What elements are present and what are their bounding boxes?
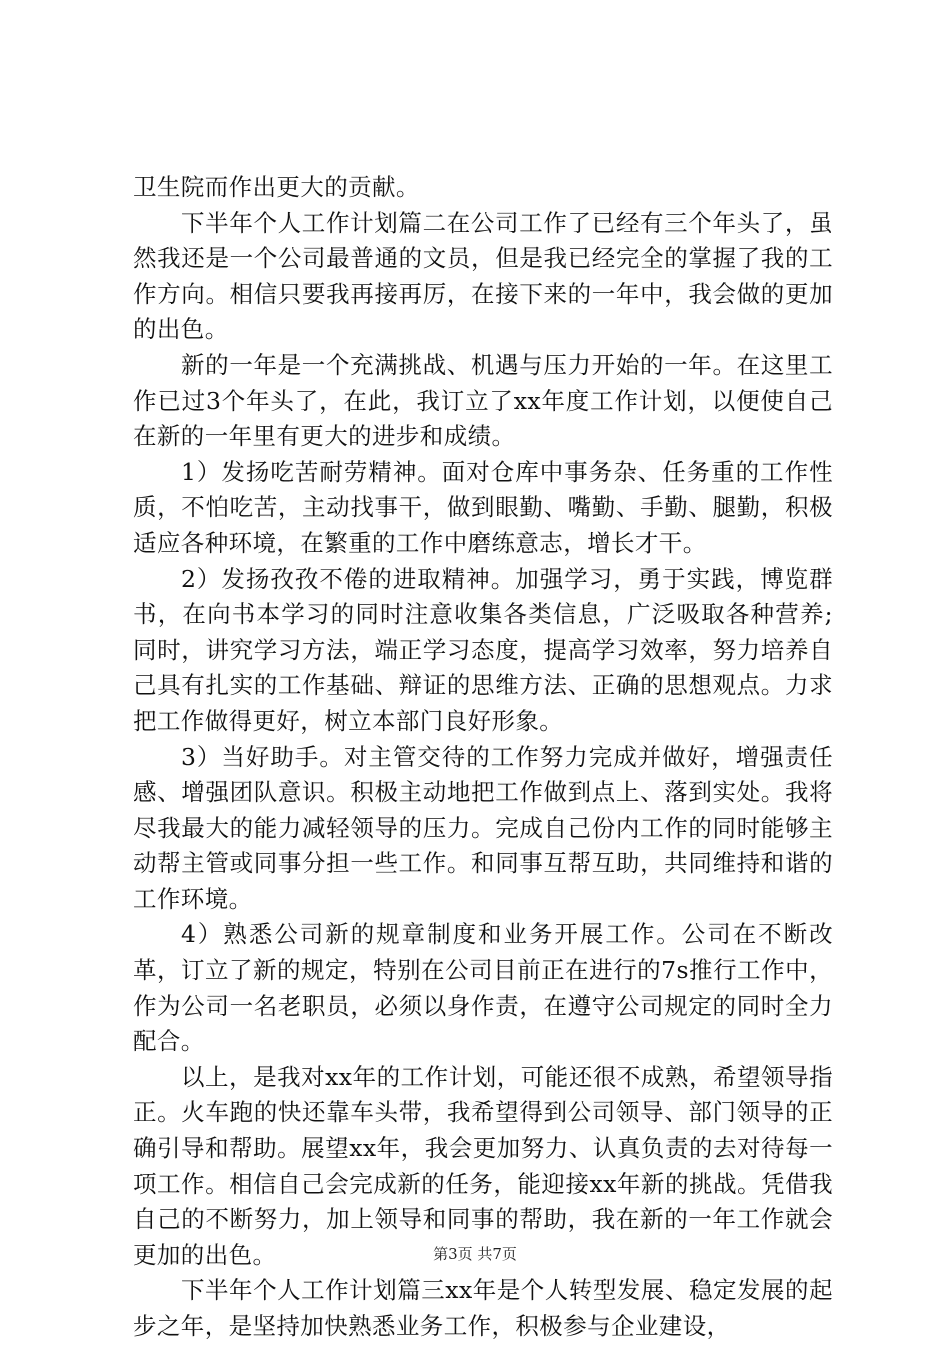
page-number-footer: 第3页 共7页 xyxy=(433,1245,517,1263)
paragraph: 2）发扬孜孜不倦的进取精神。加强学习，勇于实践，博览群书，在向书本学习的同时注意收集各类信息，广泛吸取各种营养;同时，讲究学习方法，端正学习态度，提高学习效率，努力培养自己具有扎实的工作基础、辩证的思维方法、正确的思想观点。力求把工作做得更好，树立本部门良好形象。 xyxy=(133,564,833,735)
paragraph: 下半年个人工作计划篇三xx年是个人转型发展、稳定发展的起步之年，是坚持加快熟悉业务工作，积极参与企业建设， xyxy=(133,1276,833,1340)
paragraph: 下半年个人工作计划篇二在公司工作了已经有三个年头了，虽然我还是一个公司最普通的文员，但是我已经完全的掌握了我的工作方向。相信只要我再接再厉，在接下来的一年中，我会做的更加的出色。 xyxy=(133,208,833,344)
paragraph: 3）当好助手。对主管交待的工作努力完成并做好，增强责任感、增强团队意识。积极主动地把工作做到点上、落到实处。我将尽我最大的能力减轻领导的压力。完成自己份内工作的同时能够主动帮主管或同事分担一些工作。和同事互帮互助，共同维持和谐的工作环境。 xyxy=(133,742,833,913)
paragraph: 新的一年是一个充满挑战、机遇与压力开始的一年。在这里工作已过3个年头了，在此，我订立了xx年度工作计划，以便使自己在新的一年里有更大的进步和成绩。 xyxy=(133,350,833,451)
document-body xyxy=(133,170,833,1345)
paragraph: 以上，是我对xx年的工作计划，可能还很不成熟，希望领导指正。火车跑的快还靠车头带，我希望得到公司领导、部门领导的正确引导和帮助。展望xx年，我会更加努力、认真负责的去对待每一项工作。相信自己会完成新的任务，能迎接xx年新的挑战。凭借我自己的不断努力，加上领导和同事的帮助，我在新的一年工作就会更加的出色。 xyxy=(133,1062,833,1269)
paragraph: 4）熟悉公司新的规章制度和业务开展工作。公司在不断改革，订立了新的规定，特别在公司目前正在进行的7s推行工作中，作为公司一名老职员，必须以身作责，在遵守公司规定的同时全力配合。 xyxy=(133,920,833,1056)
paragraph: 1）发扬吃苦耐劳精神。面对仓库中事务杂、任务重的工作性质，不怕吃苦，主动找事干，做到眼勤、嘴勤、手勤、腿勤，积极适应各种环境，在繁重的工作中磨练意志，增长才干。 xyxy=(133,457,833,557)
paragraph: 卫生院而作出更大的贡献。 xyxy=(133,173,420,201)
